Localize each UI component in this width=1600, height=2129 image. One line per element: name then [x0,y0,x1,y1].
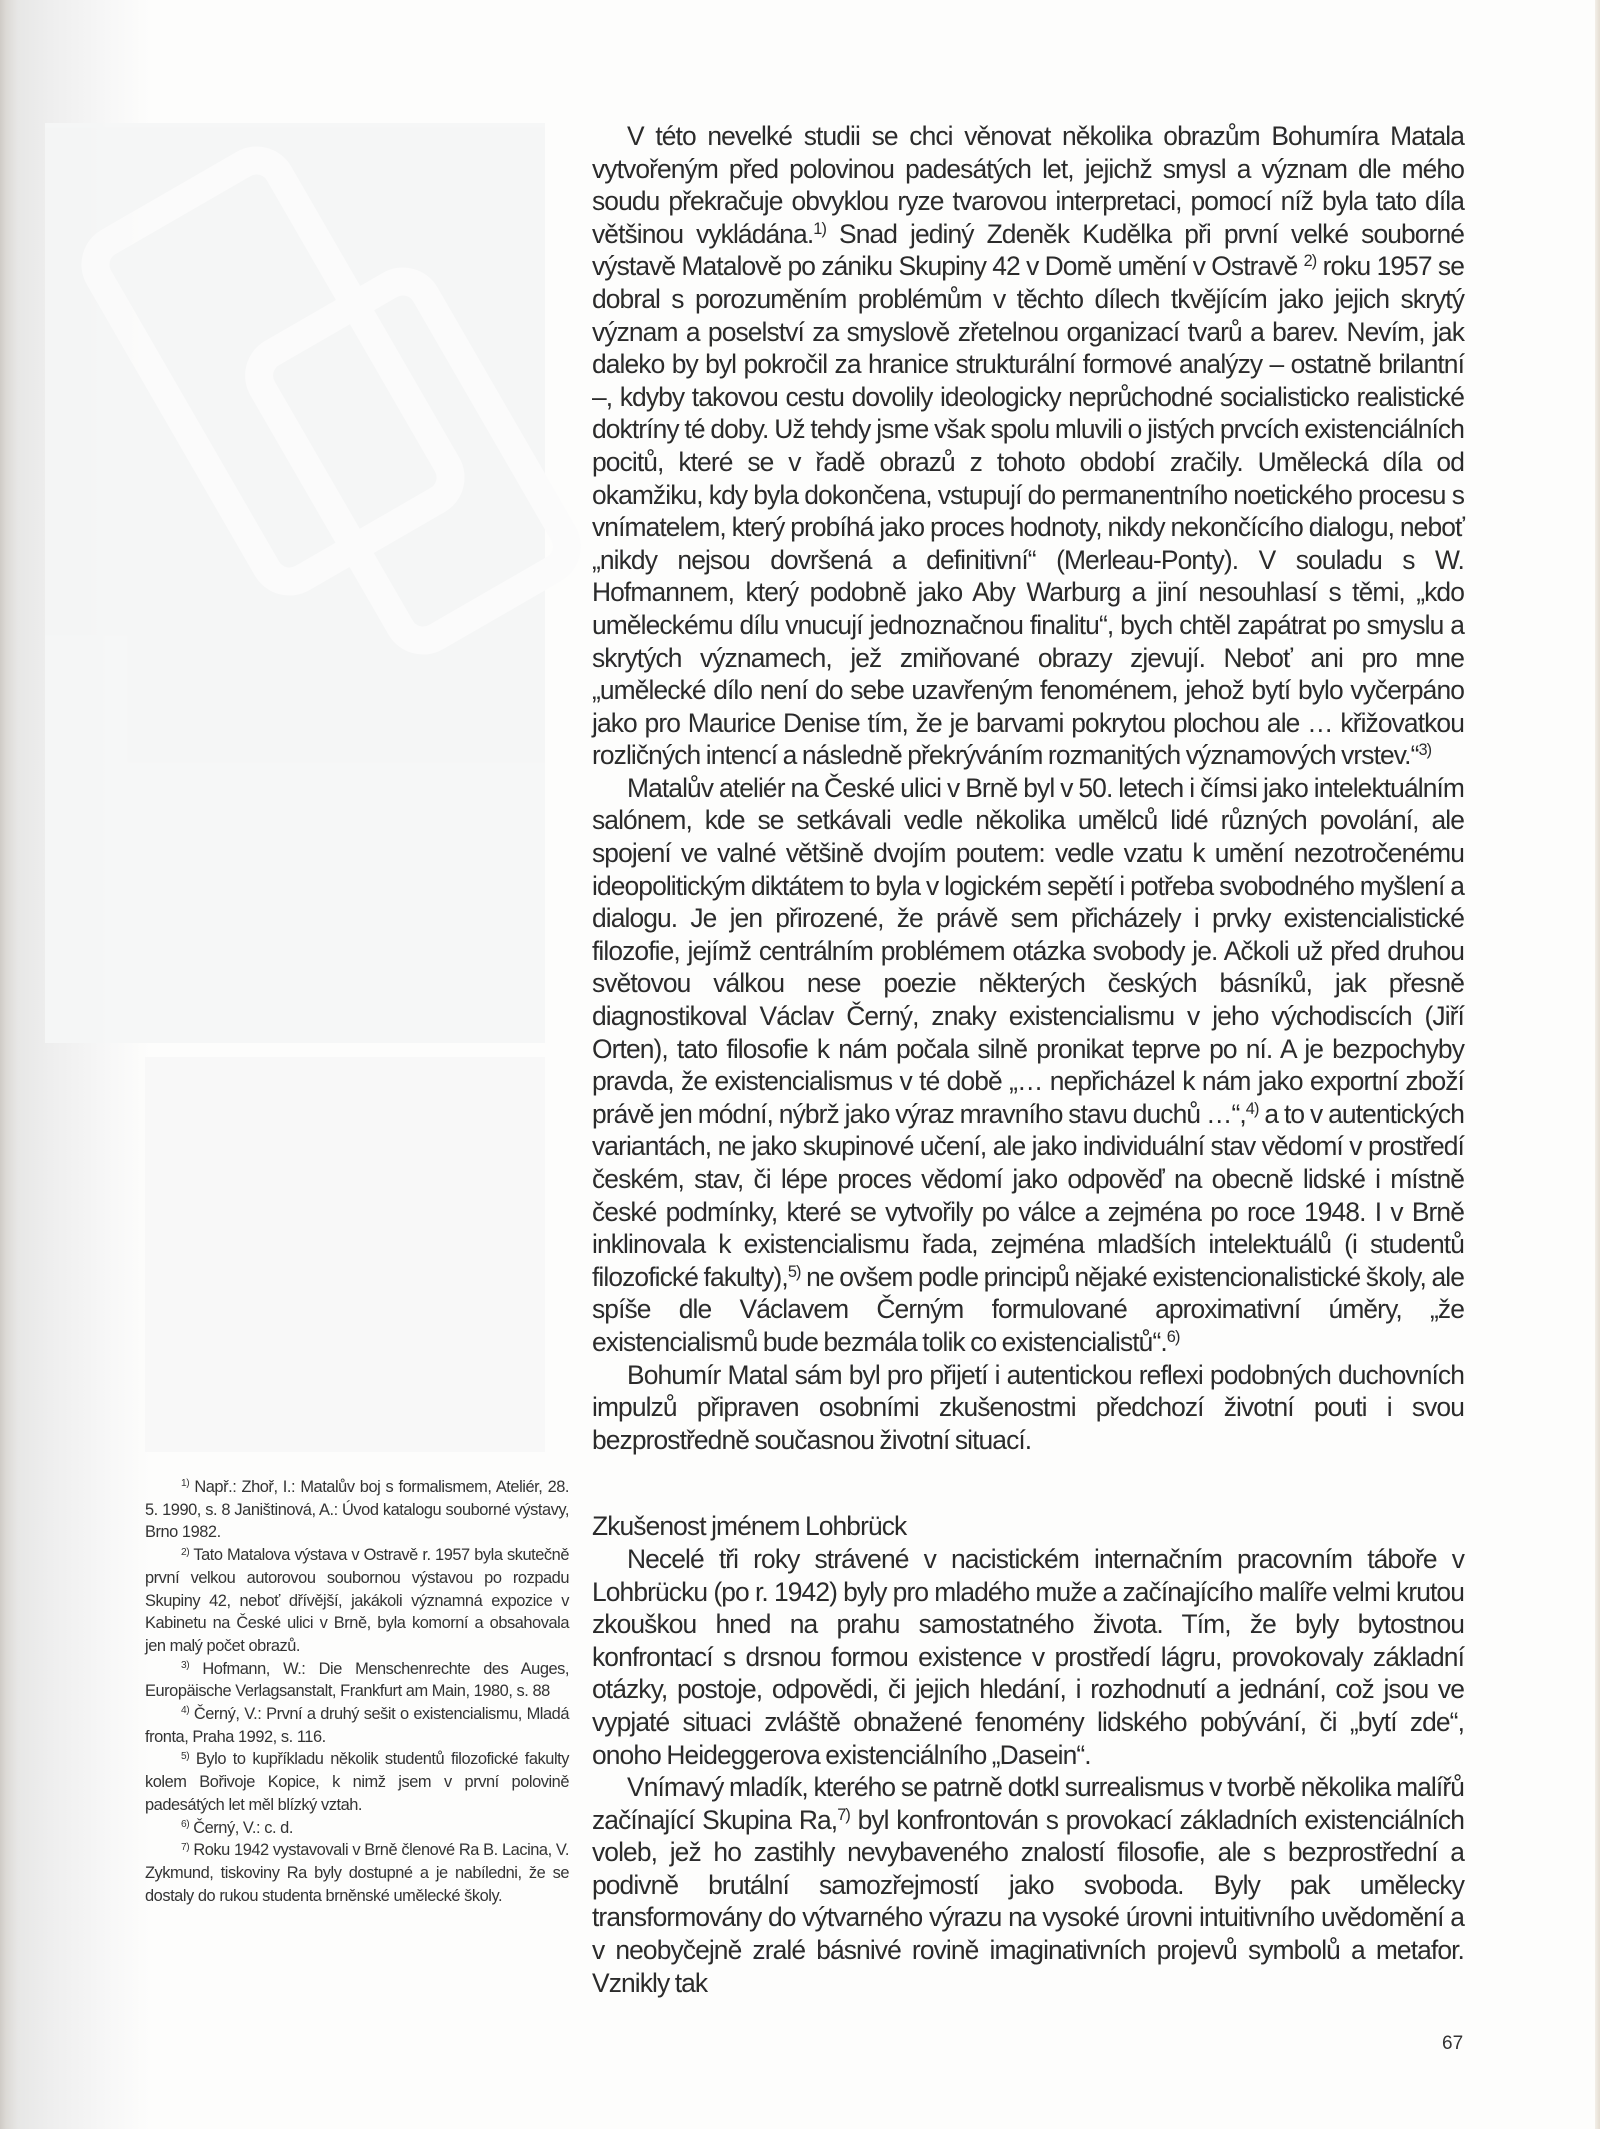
footnote-1 [145,1476,569,1544]
footnote-5 [145,1748,569,1816]
footnote-text: Tato Matalova výstava v Ostravě r. 1957 byla skutečně první velkou autorovou soubornou výstavou po rozpadu Skupiny 42, neboť dřívější, jakákoli významná expozice v Kabinetu na České ulici v Brně, byla komorní a obsahovala jen malý počet obrazů. [145,1546,569,1655]
footnote-text: Černý, V.: c. d. [189,1818,293,1837]
footnote-6 [145,1817,569,1840]
section-heading: Zkušenost jménem Lohbrück [592,1511,907,1542]
footnote-mark: 1) [181,1478,190,1490]
text-run: Necelé tři roky strávené v nacistickém internačním pracovním táboře v Lohbrücku (po r. 1942) byly pro mladého muže a začínajícího malíře velmi krutou zkouškou hned na prahu samostatného života. Tím, že byly bytostnou konfrontací s drsnou formou existence v prostředí lágru, provokovaly základní otázky, postoje, odpovědi, či jejich hledání, i rozhodnutí a jednání, což jsou ve vypjaté situaci zvláště obnažené fenomény lidského pobývání, či „bytí zde“, onoho Heideggerova existenciálního „Dasein“. [592,1543,1464,1770]
footnote-mark: 4) [181,1705,190,1717]
footnote-mark: 3) [181,1660,190,1672]
footnote-mark: 5) [181,1750,190,1762]
footnote-mark: 7) [181,1841,190,1853]
footnote-text: Např.: Zhoř, I.: Matalův boj s formalismem, Ateliér, 28. 5. 1990, s. 8 Janištinová, A.: Úvod katalogu souborné výstavy, Brno 1982. [145,1478,569,1542]
page-right-edge [1595,0,1600,2129]
footnote-text: Bylo to kupříkladu několik studentů filozofické fakulty kolem Bořivoje Kopice, k nimž jsem v první polovině padesátých let měl blízký vztah. [145,1750,569,1814]
footnote-ref-2[interactable]: 2) [1303,252,1317,271]
paragraph-intro [592,120,1464,772]
text-run: Vnímavý mladík, kterého se patrně dotkl surrealismus v tvorbě několika malířů začínající Skupina Ra, [592,1772,1464,1835]
footnote-mark: 6) [181,1818,190,1830]
page-number: 67 [1442,2033,1464,2054]
text-run: Matalův ateliér na České ulici v Brně byl v 50. letech i čímsi jako intelektuálním salónem, kde se setkávali vedle několika umělců lidé různých povolání, ale spojení ve valné většině dvojím poutem: vedle vzatu k umění nezotročenému ideopolitickým diktátem to byla v logickém sepětí i potřeba svobodného myšlení a dialogu. Je jen přirozené, že právě sem přicházely i prvky existencialistické filozofie, jejímž centrálním problémem otázka svobody je. Ačkoli už před druhou světovou válkou nese poezie některých českých básníků, jak přesně diagnostikoval Václav Černý, znaky existencialismu v jeho východiscích (Jiří Orten), tato filosofie k nám počala silně pronikat teprve po ní. A je bezpochyby pravda, že existencialismus v té době „… nepřicházel k nám jako exportní zboží právě jen módní, nýbrž jako výraz mravního stavu duchů …“, [592,772,1464,1129]
footnote-ref-4[interactable]: 4) [1245,1099,1259,1118]
footnote-ref-5[interactable]: 5) [787,1262,801,1281]
paragraph-matal [592,1359,1464,1457]
text-run: ne ovšem podle principů nějaké existencionalistické školy, ale spíše dle Václavem Černým formulované aproximativní úměry, „že existencialismů bude bezmála tolik co existencialistů“. [592,1261,1464,1357]
paragraph-atelier [592,772,1464,1359]
footnote-7 [145,1839,569,1907]
footnote-3 [145,1658,569,1703]
faded-illustration-top [45,123,545,1043]
text-run: roku 1957 se dobral s porozuměním problémům v těchto dílech tkvějícím jako jejich skrytý význam a poselství za smyslově zřetelnou organizací tvarů a barev. Nevím, jak daleko by byl pokročil za hranice strukturální formové analýzy – ostatně brilantní –, kdyby takovou cestu dovolily ideologicky neprůchodné socialisticko realistické doktríny té doby. Už tehdy jsme však spolu mluvili o jistých prvcích existenciálních pocitů, které se v řadě obrazů z tohoto období zračily. Umělecká díla od okamžiku, kdy byla dokončena, vstupují do permanentního noetického procesu s vnímatelem, který probíhá jako proces hodnoty, nikdy nekončícího dialogu, neboť „nikdy nejsou dovršená a definitivní“ (Merleau-Ponty). V souladu s W. Hofmannem, který podobně jako Aby Warburg a jiní nesouhlasí s těmi, „kdo uměleckému dílu vnucují jednoznačnou finalitu“, bych chtěl zapátrat po smyslu a skrytých významech, jež zmiňované obrazy zjevují. Neboť ani pro mne „umělecké dílo není do sebe uzavřeným fenoménem, jehož bytí bylo vyčerpáno jako pro Maurice Denise tím, že je barvami pokrytou plochou ale … křižovatkou rozličných intencí a následně překrýváním rozmanitých významových vrstev.“ [592,251,1464,771]
footnotes [145,1476,569,1907]
faded-illustration-bottom [145,1057,545,1452]
footnote-ref-1[interactable]: 1) [813,219,827,238]
footnote-2 [145,1544,569,1658]
footnote-ref-3[interactable]: 3) [1418,741,1432,760]
text-run: byl konfrontován s provokací základních existenciálních voleb, jež ho zastihly nevybaveného znalostí filosofie, ale s bezprostřední a podivně brutální samozřejmostí jako svoboda. Byly pak umělecky transformovány do výtvarného výrazu na vysoké úrovni intuitivního uvědomění a v neobyčejně zralé básnivé rovině imaginativních projevů symbolů a metafor. Vznikly tak [592,1804,1464,1998]
footnote-ref-7[interactable]: 7) [837,1805,850,1824]
footnote-text: Černý, V.: První a druhý sešit o existencialismu, Mladá fronta, Praha 1992, s. 116. [145,1705,569,1746]
text-run: V této nevelké studii se chci věnovat několika obrazům Bohumíra Matala vytvořeným před polovinou padesátých let, jejichž smysl a význam dle mého soudu překračuje obvyklou ryze tvarovou interpretaci, pomocí níž byla tato díla většinou vykládána. [592,121,1464,249]
footnote-text: Roku 1942 vystavovali v Brně členové Ra B. Lacina, V. Zykmund, tiskoviny Ra byly dostupné a je nabíledni, že se dostaly do rukou studenta brněnské umělecké školy. [145,1841,569,1905]
footnote-text: Hofmann, W.: Die Menschenrechte des Auges, Europäische Verlagsanstalt, Frankfurt am Main, 1980, s. 88 [145,1659,569,1701]
paragraph-mladik [592,1771,1464,1999]
footnote-ref-6[interactable]: 6) [1166,1327,1180,1346]
footnote-4 [145,1703,569,1748]
paragraph-lohbruck [592,1543,1464,1771]
text-run: Bohumír Matal sám byl pro přijetí i autentickou reflexi podobných duchovních impulzů připraven osobními zkušenostmi předchozí životní pouti i svou bezprostředně současnou životní situací. [592,1359,1464,1455]
text-run: a to v autentických variantách, ne jako skupinové učení, ale jako individuální stav vědomí v prostředí českém, stav, či lépe proces vědomí jako odpověď na obecně lidské i místně české podmínky, které se vytvořily po válce a zejména po roce 1948. I v Brně inklinovala k existencialismu řada, zejména mladších intelektuálů (i studentů filozofické fakulty), [592,1098,1465,1292]
footnote-mark: 2) [181,1546,190,1558]
text-run: Snad jediný Zdeněk Kudělka při první velké souborné výstavě Matalově po zániku Skupiny 42 v Domě umění v Ostravě [592,218,1464,282]
main-text-column [592,120,1464,1999]
